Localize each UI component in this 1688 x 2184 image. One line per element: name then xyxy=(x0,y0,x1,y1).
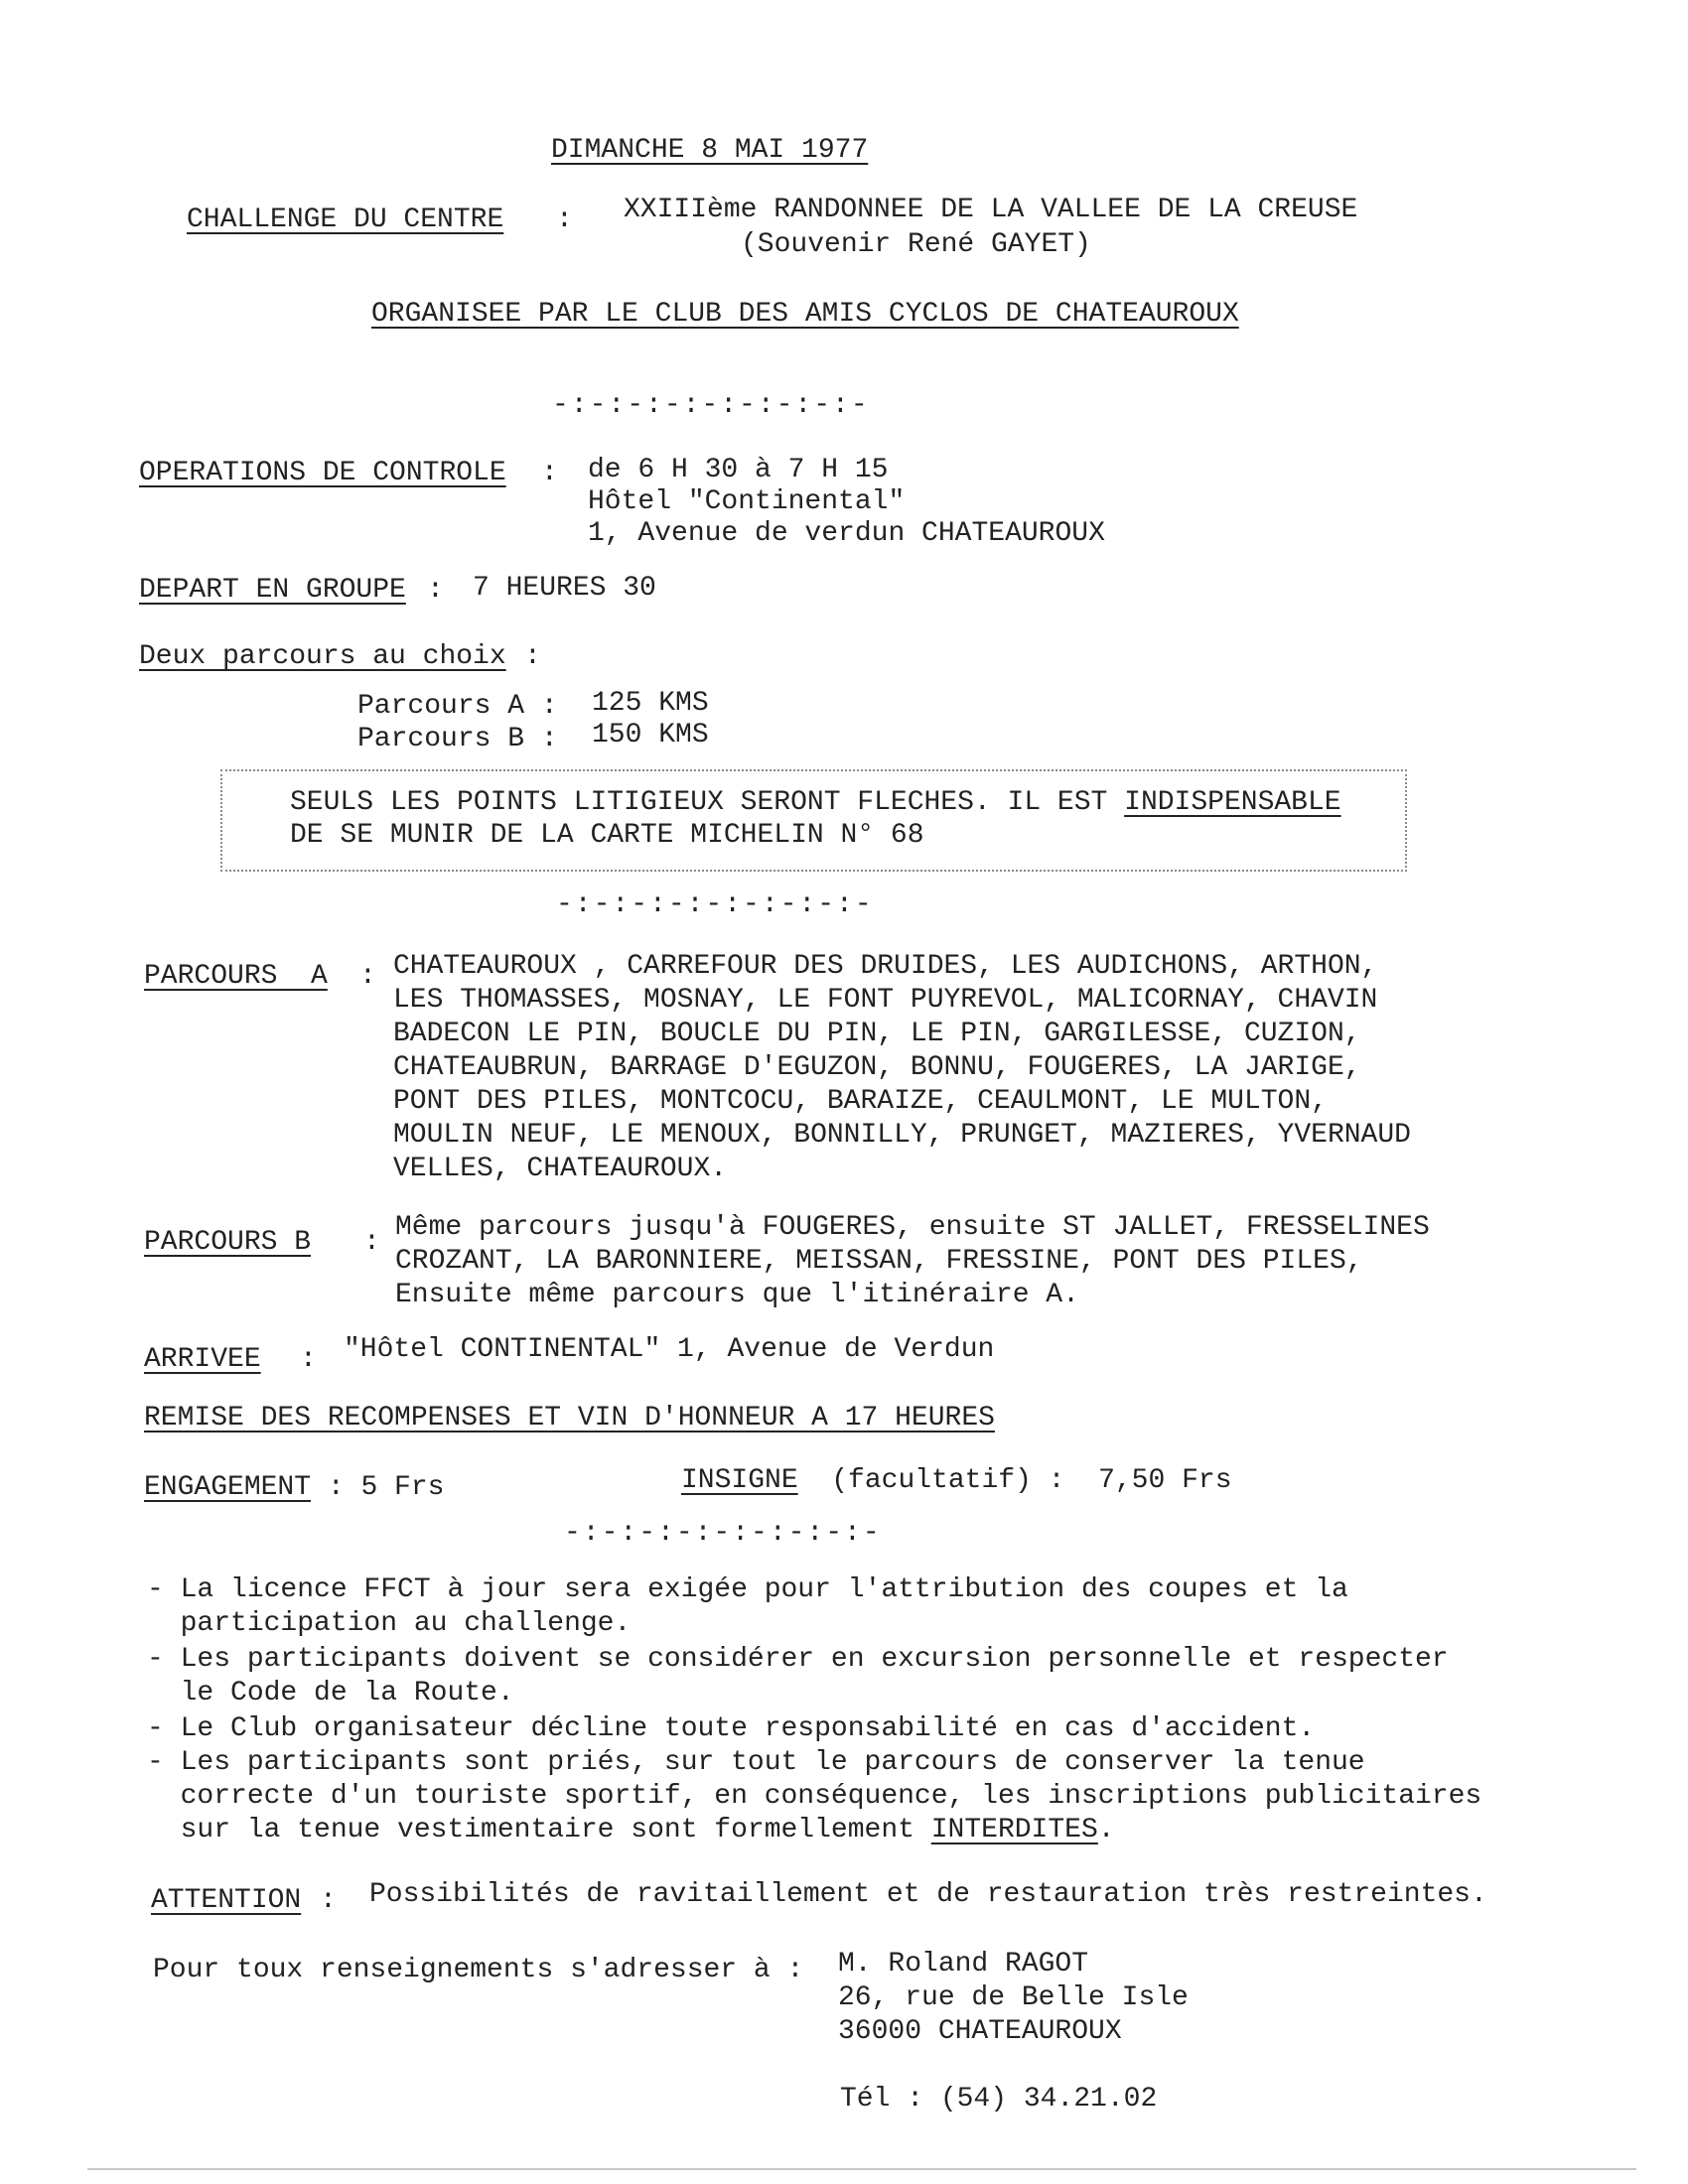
rule-line: participation au challenge. xyxy=(147,1608,632,1639)
contact-label: Pour toux renseignements s'adresser à : xyxy=(153,1955,804,1985)
parcours-a-line: VELLES, CHATEAUROUX. xyxy=(393,1154,728,1184)
depart-label: DEPART EN GROUPE xyxy=(139,575,406,606)
contact-street: 26, rue de Belle Isle xyxy=(838,1982,1189,2013)
engagement-row xyxy=(144,1471,444,1504)
rule-line-final xyxy=(147,1814,1115,1846)
contact-phone: Tél : (54) 34.21.02 xyxy=(840,2084,1158,2115)
engagement-fee: : 5 Frs xyxy=(327,1472,445,1503)
route-a-name: Parcours A : xyxy=(357,691,558,722)
insigne-row xyxy=(681,1464,1232,1497)
parcours-a-line: LES THOMASSES, MOSNAY, LE FONT PUYREVOL, MALICORNAY, CHAVIN xyxy=(393,985,1378,1016)
arrivee-label: ARRIVEE xyxy=(144,1344,261,1375)
controle-time: de 6 H 30 à 7 H 15 xyxy=(588,455,889,485)
organiser-line: ORGANISEE PAR LE CLUB DES AMIS CYCLOS DE CHATEAUROUX xyxy=(371,299,1239,330)
notice-line-1 xyxy=(290,786,1341,819)
rule-period: . xyxy=(1097,1815,1115,1845)
rule-line: - Les participants sont priés, sur tout le parcours de conserver la tenue xyxy=(147,1747,1365,1778)
parcours-a-line: PONT DES PILES, MONTCOCU, BARAIZE, CEAULMONT, LE MULTON, xyxy=(393,1086,1328,1117)
challenge-colon: : xyxy=(556,205,573,235)
rule-line: - Les participants doivent se considérer en excursion personnelle et respecter xyxy=(147,1644,1449,1675)
parcours-a-line: MOULIN NEUF, LE MENOUX, BONNILLY, PRUNGET, MAZIERES, YVERNAUD xyxy=(393,1120,1411,1151)
contact-city: 36000 CHATEAUROUX xyxy=(838,2016,1122,2047)
parcours-a-label: PARCOURS A xyxy=(144,961,328,992)
arrivee-address: "Hôtel CONTINENTAL" 1, Avenue de Verdun xyxy=(344,1334,995,1365)
controle-hotel: Hôtel "Continental" xyxy=(588,486,906,517)
parcours-b-line: Ensuite même parcours que l'itinéraire A. xyxy=(395,1280,1079,1310)
arrivee-colon: : xyxy=(300,1344,317,1375)
choix-colon: : xyxy=(524,641,541,672)
controle-address: 1, Avenue de verdun CHATEAUROUX xyxy=(588,518,1105,549)
route-b-name: Parcours B : xyxy=(357,724,558,754)
parcours-b-line: Même parcours jusqu'à FOUGERES, ensuite ST JALLET, FRESSELINES xyxy=(395,1212,1430,1243)
contact-name: M. Roland RAGOT xyxy=(838,1949,1089,1979)
parcours-b-label: PARCOURS B xyxy=(144,1227,312,1258)
engagement-label: ENGAGEMENT xyxy=(144,1472,312,1503)
depart-colon: : xyxy=(427,575,444,606)
attention-text: Possibilités de ravitaillement et de restauration très restreintes. xyxy=(369,1879,1487,1910)
parcours-b-colon: : xyxy=(363,1227,380,1258)
separator-1: -:-:-:-:-:-:-:-:- xyxy=(552,390,870,421)
parcours-a-line: CHATEAUBRUN, BARRAGE D'EGUZON, BONNU, FOUGERES, LA JARIGE, xyxy=(393,1052,1361,1083)
route-a-distance: 125 KMS xyxy=(592,688,709,719)
page-bottom-rule xyxy=(87,2168,1636,2170)
rule-line: le Code de la Route. xyxy=(147,1678,514,1708)
depart-time: 7 HEURES 30 xyxy=(473,573,656,604)
challenge-label: CHALLENGE DU CENTRE xyxy=(187,205,504,235)
controle-label: OPERATIONS DE CONTROLE xyxy=(139,458,506,488)
rule-line: - La licence FFCT à jour sera exigée pour l'attribution des coupes et la xyxy=(147,1574,1348,1605)
notice-text: SEULS LES POINTS LITIGIEUX SERONT FLECHES. IL EST xyxy=(290,787,1125,818)
choix-label: Deux parcours au choix xyxy=(139,641,506,672)
separator-2: -:-:-:-:-:-:-:-:- xyxy=(556,889,874,920)
event-date: DIMANCHE 8 MAI 1977 xyxy=(551,135,869,166)
attention-label: ATTENTION xyxy=(151,1885,302,1916)
separator-3: -:-:-:-:-:-:-:-:- xyxy=(564,1518,882,1549)
attention-colon: : xyxy=(320,1885,337,1916)
rule-emphasis: INTERDITES xyxy=(930,1815,1098,1845)
parcours-a-colon: : xyxy=(359,961,376,992)
parcours-a-line: CHATEAUROUX , CARREFOUR DES DRUIDES, LES AUDICHONS, ARTHON, xyxy=(393,951,1378,982)
notice-line-2: DE SE MUNIR DE LA CARTE MICHELIN N° 68 xyxy=(290,820,924,851)
route-b-distance: 150 KMS xyxy=(592,720,709,751)
rule-line: correcte d'un touriste sportif, en conséquence, les inscriptions publicitaires xyxy=(147,1781,1482,1812)
insigne-label: INSIGNE xyxy=(681,1465,798,1496)
remise-line: REMISE DES RECOMPENSES ET VIN D'HONNEUR A 17 HEURES xyxy=(144,1403,995,1433)
parcours-b-line: CROZANT, LA BARONNIERE, MEISSAN, FRESSINE, PONT DES PILES, xyxy=(395,1246,1363,1277)
controle-colon: : xyxy=(541,458,558,488)
event-title: XXIIIème RANDONNEE DE LA VALLEE DE LA CREUSE xyxy=(624,195,1358,225)
insigne-fee: (facultatif) : 7,50 Frs xyxy=(831,1465,1232,1496)
event-subtitle: (Souvenir René GAYET) xyxy=(741,229,1091,260)
notice-emphasis: INDISPENSABLE xyxy=(1124,787,1341,818)
parcours-a-line: BADECON LE PIN, BOUCLE DU PIN, LE PIN, GARGILESSE, CUZION, xyxy=(393,1019,1361,1049)
rule-text: sur la tenue vestimentaire sont formellement xyxy=(147,1815,931,1845)
rule-line: - Le Club organisateur décline toute responsabilité en cas d'accident. xyxy=(147,1713,1316,1744)
